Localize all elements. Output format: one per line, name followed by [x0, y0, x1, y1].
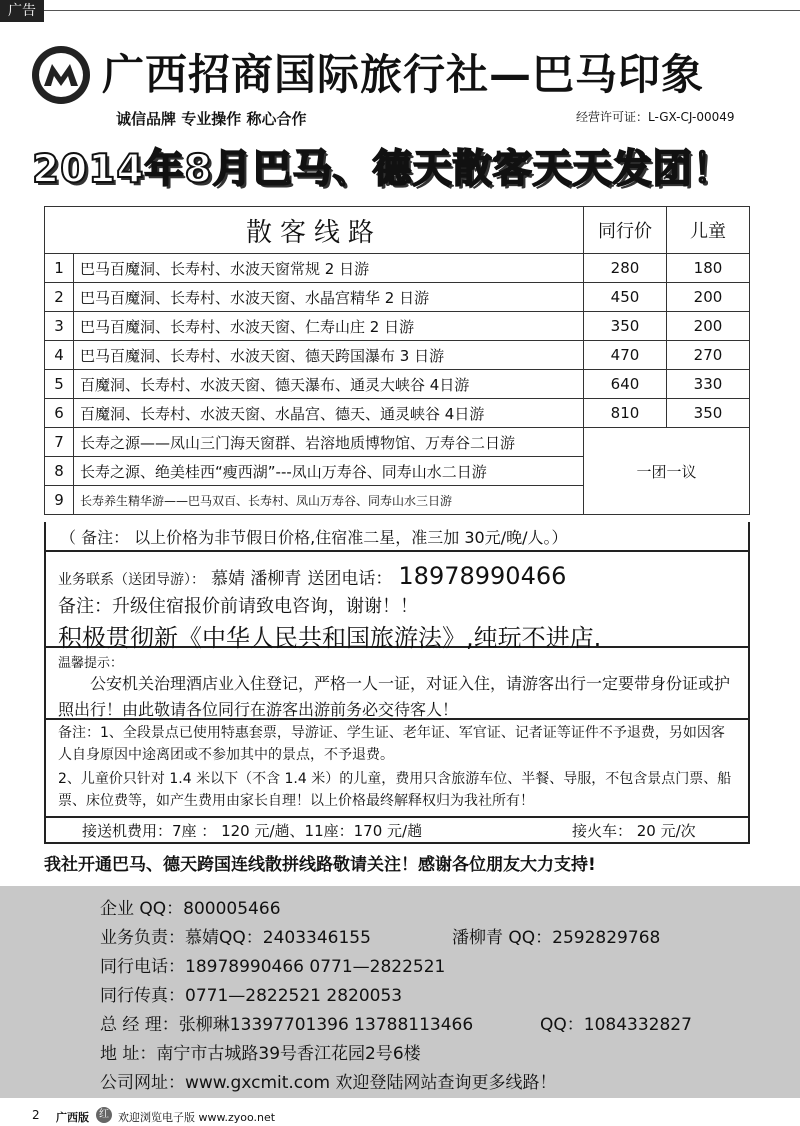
price-note: （ 备注： 以上价格为非节假日价格,住宿准二星，准三加 30元/晚/人。）: [60, 528, 568, 547]
contact-phone: 18978990466: [398, 562, 567, 590]
company-name: 广西招商国际旅行社—巴马印象: [102, 50, 705, 99]
top-divider: [44, 10, 800, 11]
child-price: 330: [667, 370, 750, 399]
peer-price: 640: [584, 370, 667, 399]
remarks-section: [44, 720, 750, 818]
table-row: [45, 370, 750, 399]
row-number: 7: [45, 428, 74, 457]
col-peer-price: 同行价: [584, 207, 667, 254]
row-number: 4: [45, 341, 74, 370]
row-number: 6: [45, 399, 74, 428]
contact-section: [44, 552, 750, 652]
company-qq: 企业 QQ：800005466: [100, 899, 281, 919]
fees-row: [44, 818, 750, 844]
table-row: [45, 254, 750, 283]
route-name: 长寿养生精华游——巴马双百、长寿村、凤山万寿谷、同寿山水三日游: [74, 486, 584, 515]
route-name: 巴马百魔洞、长寿村、水波天窗、水晶宫精华 2 日游: [74, 283, 584, 312]
contact-names: 慕婧 潘柳青: [211, 569, 302, 589]
child-price: 180: [667, 254, 750, 283]
page-number: 2: [32, 1108, 40, 1122]
edition-label: 广西版: [56, 1111, 89, 1124]
law-slogan: 积极贯彻新《中华人民共和国旅游法》,纯玩不进店.: [58, 624, 602, 652]
route-name: 巴马百魔洞、长寿村、水波天窗、仁寿山庄 2 日游: [74, 312, 584, 341]
row-number: 2: [45, 283, 74, 312]
routes-table: [44, 206, 750, 515]
contact-label: 业务联系（送团导游）：: [58, 572, 205, 588]
child-price: 270: [667, 341, 750, 370]
row-number: 1: [45, 254, 74, 283]
license-number: 经营许可证：L-GX-CJ-00049: [576, 110, 735, 124]
route-name: 长寿之源、绝美桂西“瘦西湖”---凤山万寿谷、同寿山水二日游: [74, 457, 584, 486]
contact-line: [58, 562, 736, 590]
transfer-fee: 接送机费用：7座 ： 120 元/趟、11座：170 元/趟: [82, 822, 423, 840]
peer-phone: 同行电话：18978990466 0771—2822521: [100, 957, 446, 977]
col-child-price: 儿童: [667, 207, 750, 254]
gm-qq: QQ：1084332827: [540, 1015, 692, 1035]
train-fee: 接火车： 20 元/次: [572, 822, 696, 840]
table-row: [45, 283, 750, 312]
route-name: 巴马百魔洞、长寿村、水波天窗常规 2 日游: [74, 254, 584, 283]
peer-price: 810: [584, 399, 667, 428]
tips-text: 公安机关治理酒店业入住登记，严格一人一证，对证入住，请游客出行一定要带身份证或护照出行！由此敬请各位同行在游客出游前务必交待客人！: [58, 674, 731, 719]
remark-2: 2、儿童价只针对 1.4 米以下（不含 1.4 米）的儿童，费用只含旅游车位、半餐、导服，不包含景点门票、船票、床位费等，如产生费用由家长自理！以上价格最终解释权归为我社所有！: [58, 771, 732, 809]
manager-qq: 业务负责：慕婧QQ：2403346155: [100, 928, 371, 948]
route-name: 百魔洞、长寿村、水波天窗、德天瀑布、通灵大峡谷 4日游: [74, 370, 584, 399]
badge-icon: 红: [96, 1107, 112, 1123]
table-row: [45, 428, 750, 457]
table-title: 散客线路: [45, 207, 584, 254]
website: 公司网址：www.gxcmit.com 欢迎登陆网站查询更多线路！: [100, 1073, 557, 1093]
slogan: 诚信品牌 专业操作 称心合作: [116, 110, 307, 128]
child-price: 200: [667, 312, 750, 341]
row-number: 3: [45, 312, 74, 341]
peer-price: 450: [584, 283, 667, 312]
page-footer: [0, 1104, 800, 1126]
route-name: 长寿之源——凤山三门海天窗群、岩溶地质博物馆、万寿谷二日游: [74, 428, 584, 457]
headline: 2014年8月巴马、德天散客天天发团！: [32, 147, 733, 192]
child-price: 350: [667, 399, 750, 428]
route-name: 巴马百魔洞、长寿村、水波天窗、德天跨国瀑布 3 日游: [74, 341, 584, 370]
peer-price: 350: [584, 312, 667, 341]
address: 地 址：南宁市古城路39号香江花园2号6楼: [100, 1044, 421, 1064]
row-number: 5: [45, 370, 74, 399]
child-price: 200: [667, 283, 750, 312]
ad-tag: 广告: [0, 0, 44, 22]
table-header: [45, 207, 750, 254]
row-number: 8: [45, 457, 74, 486]
route-name: 百魔洞、长寿村、水波天窗、水晶宫、德天、通灵峡谷 4日游: [74, 399, 584, 428]
table-row: [45, 312, 750, 341]
general-manager: 总 经 理：张柳琳13397701396 13788113466: [100, 1015, 474, 1035]
tel-label: 送团电话：: [307, 569, 393, 589]
table-row: [45, 399, 750, 428]
peer-fax: 同行传真：0771—2822521 2820053: [100, 986, 403, 1006]
negotiable-price: 一团一议: [584, 428, 750, 515]
peer-price: 470: [584, 341, 667, 370]
peer-price: 280: [584, 254, 667, 283]
manager2-qq: 潘柳青 QQ：2592829768: [452, 928, 661, 948]
table-row: [45, 341, 750, 370]
remark-1: 备注：1、全段景点已使用特惠套票，导游证、学生证、老年证、军官证、记者证等证件不予退费，另如因客人自身原因中途离团或不参加其中的景点，不予退费。: [58, 725, 725, 763]
footer-message: 欢迎浏览电子版 www.zyoo.net: [118, 1111, 276, 1124]
upgrade-note: 备注：升级住宿报价前请致电咨询，谢谢！！: [58, 596, 418, 617]
promo-line: 我社开通巴马、德天跨国连线散拼线路敬请关注！感谢各位朋友大力支持!: [44, 855, 596, 875]
info-panel: [0, 886, 800, 1098]
tips-section: [44, 648, 750, 720]
tips-title: 温馨提示：: [58, 656, 124, 671]
row-number: 9: [45, 486, 74, 515]
company-logo-icon: [30, 44, 92, 106]
